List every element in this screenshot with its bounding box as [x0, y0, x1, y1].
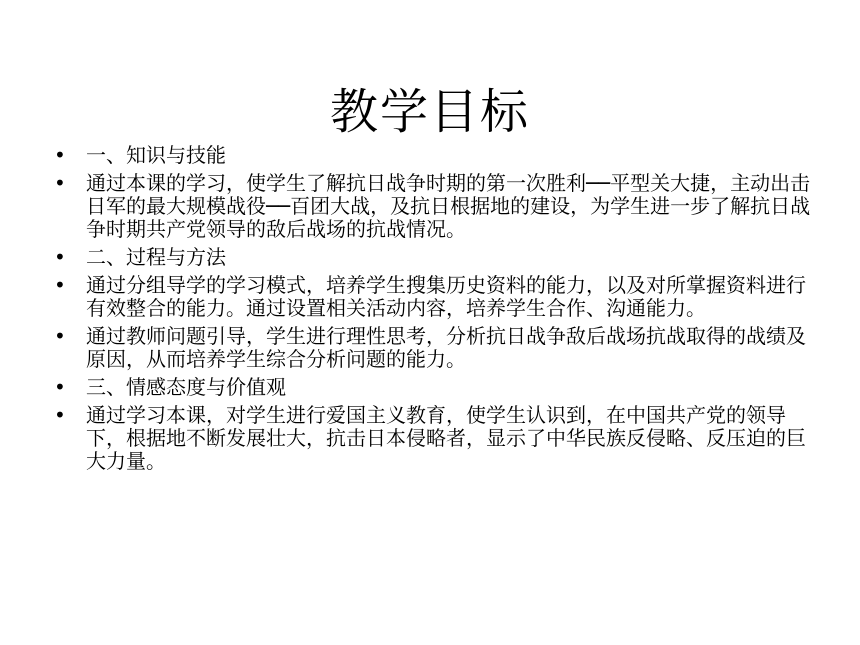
bullet-text: 通过学习本课，对学生进行爱国主义教育，使学生认识到，在中国共产党的领导下，根据地不断发展壮大，抗击日本侵略者，显示了中华民族反侵略、反压迫的巨大力量。: [86, 403, 806, 473]
bullet-item: [54, 172, 814, 241]
bullet-item: [54, 144, 814, 167]
bullet-dot-icon: •: [54, 143, 66, 167]
bullet-text: 通过分组导学的学习模式，培养学生搜集历史资料的能力，以及对所掌握资料进行有效整合的能力。通过设置相关活动内容，培养学生合作、沟通能力。: [86, 273, 806, 320]
bullet-list: [54, 144, 814, 478]
bullet-item: [54, 325, 814, 371]
bullet-text: 二、过程与方法: [86, 245, 226, 269]
bullet-dot-icon: •: [54, 245, 66, 269]
bullet-dot-icon: •: [54, 403, 66, 427]
slide-title: 教学目标: [329, 84, 530, 141]
bullet-item: [54, 246, 814, 269]
bullet-dot-icon: •: [54, 171, 66, 195]
bullet-item: [54, 274, 814, 320]
bullet-text: 三、情感态度与价值观: [86, 375, 286, 399]
bullet-text: 通过本课的学习，使学生了解抗日战争时期的第一次胜利──平型关大捷，主动出击日军的最大规模战役──百团大战，及抗日根据地的建设，为学生进一步了解抗日战争时期共产党领导的敌后战场的抗战情况。: [86, 171, 811, 241]
bullet-dot-icon: •: [54, 324, 66, 348]
bullet-text: 通过教师问题引导，学生进行理性思考，分析抗日战争敌后战场抗战取得的战绩及原因，从而培养学生综合分析问题的能力。: [86, 324, 806, 371]
bullet-dot-icon: •: [54, 273, 66, 297]
bullet-text: 一、知识与技能: [86, 143, 226, 167]
bullet-item: [54, 404, 814, 473]
bullet-item: [54, 376, 814, 399]
bullet-dot-icon: •: [54, 375, 66, 399]
